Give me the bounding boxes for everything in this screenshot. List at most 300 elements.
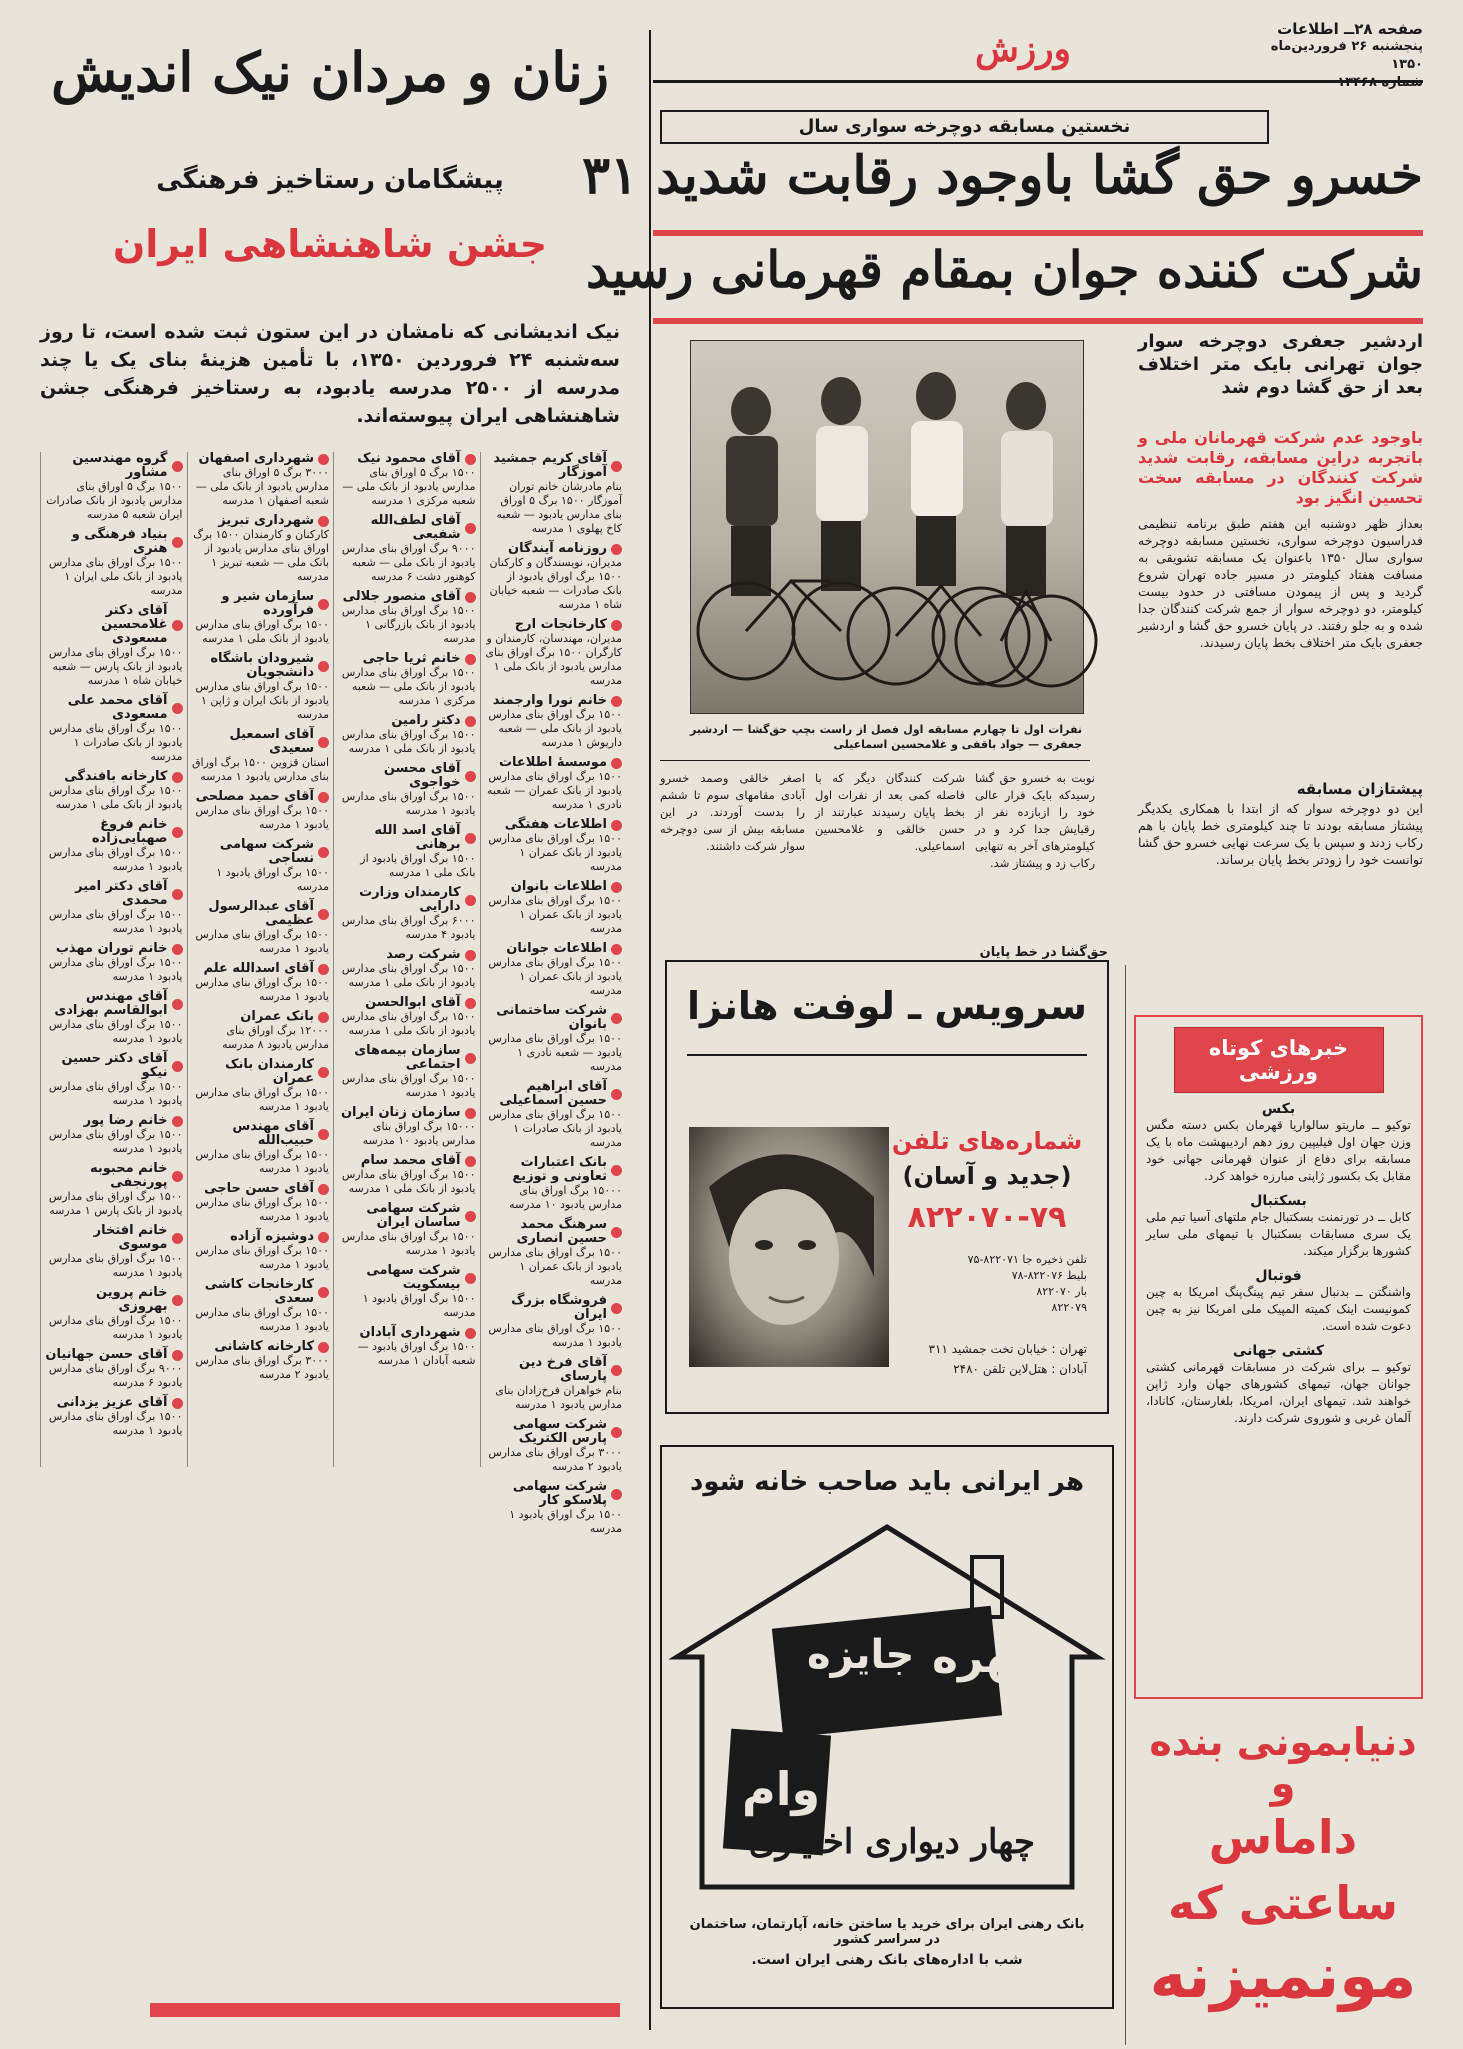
donor-name-row xyxy=(45,818,183,846)
donor-entry xyxy=(192,900,330,956)
donor-entry xyxy=(485,1080,623,1150)
donor-name: خانم ثریا حاجی xyxy=(362,651,461,666)
donor-name: سازمان زنان ایران xyxy=(340,1105,461,1120)
donor-detail: ۹۰۰۰ برگ اوراق بنای مدارس یادبود ۶ مدرسه xyxy=(48,1362,183,1389)
bullet-dot-icon xyxy=(465,1053,476,1064)
donor-name: شهرداری آبادان xyxy=(359,1325,461,1340)
donor-entry xyxy=(45,942,183,984)
donor-entry xyxy=(45,1396,183,1438)
donor-name: شهرداری تبریز xyxy=(218,513,314,528)
bullet-dot-icon xyxy=(172,1398,183,1409)
photo-caption: نفرات اول تا چهارم مسابقه اول فصل از راست بچپ حق‌گشا — اردشیر جعفری — جواد باقفی و غلامحسین اسماعیلی xyxy=(690,723,1082,751)
donor-name: آقای اسد الله برهانی xyxy=(374,823,461,852)
donor-entry xyxy=(192,652,330,722)
donor-name-row xyxy=(485,1294,623,1322)
article-headline-1: خسرو حق گشا باوجود رقابت شدید ۳۱ xyxy=(582,145,1423,206)
bullet-dot-icon xyxy=(465,454,476,465)
donor-detail: استان قزوین ۱۵۰۰ برگ اوراق بنای مدارس یادبود ۱ مدرسه xyxy=(192,756,329,783)
donor-entry xyxy=(45,818,183,874)
donor-name-row xyxy=(485,452,623,480)
column-divider-main xyxy=(649,30,651,2030)
donor-detail: ۱۵۰۰ برگ اوراق بنای مدارس یادبود ۱ مدرسه xyxy=(48,1314,183,1341)
donor-name: سازمان شیر و فرآورده xyxy=(221,589,314,618)
bullet-dot-icon xyxy=(172,1061,183,1072)
donor-name-row xyxy=(45,1162,183,1190)
cyclists-photo xyxy=(690,340,1084,714)
donor-name: خانم نورا وارجمند xyxy=(492,693,607,708)
donor-name-row xyxy=(338,514,476,542)
donor-detail: ۱۵۰۰ برگ اوراق بنای مدارس یادبود از بانک عمران ۱ مدرسه xyxy=(488,1246,622,1287)
donor-entry xyxy=(338,452,476,508)
donor-name-row xyxy=(338,652,476,666)
bullet-dot-icon xyxy=(611,1427,622,1438)
donor-detail: ۱۵۰۰ برگ اوراق یادبود ۱ مدرسه xyxy=(362,1292,476,1319)
donor-name-row xyxy=(192,728,330,756)
bullet-dot-icon xyxy=(172,537,183,548)
donor-entry xyxy=(338,996,476,1038)
donor-name: آقای اسمعیل سعیدی xyxy=(229,727,314,756)
donor-entry xyxy=(192,790,330,832)
donor-name: خانم رضا پور xyxy=(83,1113,168,1128)
woman-photo xyxy=(689,1127,889,1367)
donor-detail: ۱۵۰۰ برگ اوراق بنای مدارس یادبود از بانک ملی ۱ مدرسه xyxy=(48,784,183,811)
bullet-dot-icon xyxy=(611,758,622,769)
donor-name: کارخانه کاشانی xyxy=(214,1339,314,1354)
donor-name: اطلاعات هفتگی xyxy=(504,817,607,832)
donor-entry xyxy=(45,528,183,598)
donor-entry xyxy=(485,942,623,998)
phone-line: تلفن ذخیره جا ۸۲۲۰۷۱-۷۵ xyxy=(967,1253,1087,1266)
donor-entry xyxy=(485,1356,623,1412)
donor-entry xyxy=(192,1278,330,1334)
donor-column-3 xyxy=(187,452,330,1467)
bullet-dot-icon xyxy=(318,1287,329,1298)
donor-name-row xyxy=(485,618,623,632)
bullet-dot-icon xyxy=(172,889,183,900)
bullet-dot-icon xyxy=(611,944,622,955)
donor-entry xyxy=(45,1286,183,1342)
sports-section-heading: فوتبال xyxy=(1255,1268,1302,1284)
donor-entry xyxy=(192,1120,330,1176)
bullet-dot-icon xyxy=(465,833,476,844)
left-banner-title: زنان و مردان نیک اندیش xyxy=(51,40,609,104)
left-intro: نیک اندیشانی که نامشان در این ستون ثبت شده است، تا روز سه‌شنبه ۲۴ فروردین ۱۳۵۰، با تأمین هزینهٔ بنای یک یا چند مدرسه از ۲۵۰۰ مدرسه یادبود، به رستاخیز فرهنگی جشن شاهنشاهی ایران پیوسته‌اند. xyxy=(40,321,620,427)
donor-entry xyxy=(485,818,623,874)
phones-title: شماره‌های تلفن xyxy=(891,1127,1083,1155)
donor-detail: ۱۵۰۰ برگ ۵ اوراق بنای مدارس یادبود از بانک صادرات ایران شعبه ۵ مدرسه xyxy=(46,480,183,521)
donor-entry xyxy=(338,886,476,942)
bullet-dot-icon xyxy=(172,772,183,783)
bullet-dot-icon xyxy=(465,998,476,1009)
donor-name: شرکت سهامی نساجی xyxy=(219,837,314,866)
donor-name-row xyxy=(338,590,476,604)
bullet-dot-icon xyxy=(318,1184,329,1195)
donor-name-row xyxy=(338,1202,476,1230)
donor-detail: کارکنان و کارمندان ۱۵۰۰ برگ اوراق بنای مدارس یادبود از بانک ملی — شعبه تبریز ۱ مدرسه xyxy=(193,528,329,583)
donor-name: شرکت ساختمانی بانوان xyxy=(496,1003,607,1032)
damas-ad xyxy=(1133,1720,1433,2020)
donor-name: شرکت سهامی ساسان ایران xyxy=(366,1201,461,1230)
donor-detail: ۱۲۰۰۰ برگ اوراق بنای مدارس یادبود ۸ مدرسه xyxy=(222,1024,329,1051)
donor-entry xyxy=(485,1480,623,1536)
donor-entry xyxy=(338,824,476,880)
donor-name-row xyxy=(45,770,183,784)
sports-section-heading: کشتی جهانی xyxy=(1232,1343,1325,1359)
donor-name-row xyxy=(45,942,183,956)
donor-entry xyxy=(338,714,476,756)
donor-name: آقای حسن حاجی xyxy=(204,1181,314,1196)
donor-name: خانم افتخار موسوی xyxy=(93,1223,168,1252)
left-subtitle: پیشگامان رستاخیز فرهنگی xyxy=(156,165,504,195)
donor-entry xyxy=(338,1202,476,1258)
donor-name: دوشیزه آزاده xyxy=(230,1229,314,1244)
donor-entry xyxy=(45,604,183,688)
donor-name-row xyxy=(45,1224,183,1252)
left-footer-bar xyxy=(150,2003,620,2017)
bullet-dot-icon xyxy=(465,950,476,961)
donor-detail: ۱۵۰۰ برگ اوراق یادبود — شعبه آبادان ۱ مدرسه xyxy=(357,1340,476,1367)
bullet-dot-icon xyxy=(465,771,476,782)
donor-detail: ۱۵۰۰۰ برگ اوراق بنای مدارس یادبود ۱۰ مدرسه xyxy=(509,1184,622,1211)
donor-name-row xyxy=(338,1264,476,1292)
bullet-dot-icon xyxy=(465,592,476,603)
donor-detail: ۱۵۰۰ برگ اوراق بنای مدارس یادبود ۱ مدرسه xyxy=(195,1244,329,1271)
donor-name: بانک عمران xyxy=(240,1009,314,1024)
phone-line: بار ۸۲۲۰۷۰ xyxy=(1036,1285,1087,1298)
donor-detail: ۱۵۰۰ برگ اوراق بنای مدارس یادبود ۱ مدرسه xyxy=(195,1148,329,1175)
donor-name: آقای مهندس ابوالقاسم بهزادی xyxy=(54,989,168,1018)
donor-entry xyxy=(192,590,330,646)
donor-name: شرکت سهامی پارس الکتریک xyxy=(512,1417,607,1446)
bullet-dot-icon xyxy=(172,1295,183,1306)
word-vam: وام xyxy=(742,1762,821,1816)
donor-name-row xyxy=(338,452,476,466)
donor-name: شهرداری اصفهان xyxy=(198,451,314,466)
donor-name-row xyxy=(338,762,476,790)
donor-name-row xyxy=(192,838,330,866)
donor-detail: ۱۵۰۰ برگ اوراق یادبود از بانک ملی ۱ مدرسه xyxy=(360,852,476,879)
donor-name: کارخانه بافندگی xyxy=(64,769,168,784)
article-footer-line: حق‌گشا در خط پایان xyxy=(979,945,1108,960)
donor-entry xyxy=(485,542,623,612)
bullet-dot-icon xyxy=(611,1227,622,1238)
bullet-dot-icon xyxy=(318,964,329,975)
word-jayeze: جایزه xyxy=(807,1632,915,1678)
donor-name-row xyxy=(45,1396,183,1410)
donor-detail: ۱۵۰۰ برگ اوراق بنای مدارس یادبود از بانک پارس — شعبه خیابان شاه ۱ مدرسه xyxy=(48,646,183,687)
article-body-left-b: اصغر خالقی وصمد خسرو آبادی مقامهای سوم تا ششم را بدست آوردند. در این مسابقه بیش از سی دوچرخه سوار شرکت داشتند. xyxy=(660,771,805,853)
caption-rule xyxy=(660,760,1090,761)
bullet-dot-icon xyxy=(318,1012,329,1023)
donor-name: آقای اسدالله علم xyxy=(203,961,314,976)
donor-name-row xyxy=(485,756,623,770)
donor-entry xyxy=(338,514,476,584)
donor-detail: ۱۵۰۰ برگ اوراق بنای مدارس یادبود از بانک صادرات ۱ مدرسه xyxy=(48,722,183,763)
donor-detail: ۱۵۰۰ برگ اوراق یادبود ۱ مدرسه xyxy=(216,866,329,893)
donor-name-row xyxy=(192,1010,330,1024)
donor-name: دکتر رامین xyxy=(391,713,461,728)
donor-name: آقای حسن جهانیان xyxy=(45,1347,168,1362)
issue-number xyxy=(1243,74,1423,92)
donor-detail: ۱۵۰۰ برگ اوراق بنای مدارس یادبود ۱ مدرسه xyxy=(48,1252,183,1279)
donor-name-row xyxy=(45,528,183,556)
phones-subtitle: (جدید و آسان) xyxy=(902,1162,1072,1190)
donor-name-row xyxy=(45,604,183,646)
cyclists-illustration xyxy=(691,341,1083,713)
donor-name: شرکت رصد xyxy=(386,947,461,962)
bullet-dot-icon xyxy=(611,461,622,472)
sports-section-text: توکیو ــ برای شرکت در مسابقات قهرمانی کشتی جوانان جهان، تیمهای کشورهای جهان وارد ژاپن خواهند شد. تیمهای ایران، امریکا، بلغارستان، کانادا، آلمان غربی و شوروی شرکت دارند. xyxy=(1146,1360,1411,1425)
donor-name-row xyxy=(485,880,623,894)
donor-name-row xyxy=(338,1106,476,1120)
donor-detail: ۱۵۰۰ برگ اوراق بنای مدارس یادبود از بانک عمران — شعبه نادری ۱ مدرسه xyxy=(487,770,622,811)
donor-name: شرکت سهامی بیسکویت xyxy=(366,1263,461,1292)
phone-line: بلیط ۸۲۲۰۷۶-۷۸ xyxy=(1011,1269,1087,1282)
donor-name: کارخانجات کاشی سعدی xyxy=(204,1277,314,1306)
donor-name: آقای منصور جلالی xyxy=(342,589,461,604)
donor-name: آقای دکتر امیر محمدی xyxy=(75,879,168,908)
sports-section-text: کابل ــ در تورنمنت بسکتبال جام ملتهای آسیا تیم ملی یک سری مسابقات بسکتبال با تیمهای ملی سایر کشورها برگزار میکند. xyxy=(1146,1210,1411,1258)
donor-name-row xyxy=(485,1218,623,1246)
bullet-dot-icon xyxy=(172,1116,183,1127)
donor-name-row xyxy=(485,942,623,956)
donor-detail: ۱۵۰۰ برگ اوراق بنای مدارس یادبود ۱ مدرسه xyxy=(48,956,183,983)
damas-line-1: دنیابمونی بنده xyxy=(1149,1720,1417,1764)
header-rule xyxy=(653,80,1423,83)
donor-detail: ۱۵۰۰ برگ اوراق بنای مدارس یادبود ۱ مدرسه xyxy=(48,908,183,935)
bullet-dot-icon xyxy=(611,882,622,893)
bullet-dot-icon xyxy=(318,1129,329,1140)
donor-entry xyxy=(192,1340,330,1382)
donor-entry xyxy=(338,762,476,818)
donor-name: کارخانجات ارج xyxy=(514,617,607,632)
sports-news-header xyxy=(1174,1027,1384,1093)
phone-main: ۸۲۲۰۷۰-۷۹ xyxy=(907,1200,1067,1235)
article-body-right: بعداز ظهر دوشنبه این هفتم طبق برنامه تنظیمی فدراسیون دوچرخه سواری، نخستین مسابقه دوچرخه سواری سال ۱۳۵۰ باعنوان یک مسابقه تشویقی به مسافت هفتاد کیلومتر در مسیر جاده تهران شروع گردید و پس از پیمودن مسافتی در حدود بیست کیلومتر، دو دوچرخه سوار از جمع شرکت کنندگان جدا شده و به جلو رفتند. در پایان خسرو حق گشا و اردشیر جعفری بایک متر اختلاف بخط پایان رسیدند. xyxy=(1138,516,1423,650)
lufthansa-ad xyxy=(665,960,1109,1414)
donor-name: خانم محبوبه پورنجفی xyxy=(90,1161,168,1190)
donor-name-row xyxy=(45,1348,183,1362)
donor-column-1 xyxy=(480,451,623,1535)
bank-footer-2: شب با اداره‌های بانک رهنی ایران است. xyxy=(751,1952,1023,1968)
bullet-dot-icon xyxy=(611,1303,622,1314)
bullet-dot-icon xyxy=(611,696,622,707)
donor-entry xyxy=(338,590,476,646)
donor-detail: ۱۵۰۰ برگ اوراق بنای مدارس یادبود ۱ مدرسه xyxy=(195,1306,329,1333)
donor-name-row xyxy=(338,886,476,914)
donor-name: آقای حمید مصلحی xyxy=(195,789,314,804)
donor-name: خانم توران مهذب xyxy=(55,941,168,956)
bullet-dot-icon xyxy=(172,703,183,714)
damas-line-4: مونمیزنه xyxy=(1149,1939,1417,2012)
donor-name: آقای دکتر غلامحسین مسعودی xyxy=(101,603,168,646)
article-kicker: نخستین مسابقه دوچرخه سواری سال xyxy=(798,116,1131,137)
donor-detail: ۱۵۰۰ برگ اوراق بنای مدارس یادبود ۱ مدرسه xyxy=(341,1230,476,1257)
issue-date: پنجشنبه ۲۶ فروردین‌ماه ۱۳۵۰ xyxy=(1270,39,1423,72)
bullet-dot-icon xyxy=(318,661,329,672)
sports-section-heading: بکس xyxy=(1261,1101,1296,1117)
bullet-dot-icon xyxy=(465,654,476,665)
bank-ad-headline: هر ایرانی باید صاحب خانه شود xyxy=(690,1467,1084,1497)
donor-detail: ۱۵۰۰ برگ اوراق بنای مدارس یادبود از بانک ملی ۱ مدرسه xyxy=(341,1010,476,1037)
section-title: ورزش xyxy=(974,28,1072,70)
bullet-dot-icon xyxy=(465,1156,476,1167)
donor-detail: ۳۰۰۰ برگ اوراق بنای مدارس یادبود ۲ مدرسه xyxy=(195,1354,329,1381)
lufthansa-address-1: تهران : خیابان تخت جمشید ۳۱۱ xyxy=(928,1342,1087,1356)
donor-detail: مدیران، نویسندگان و کارکنان ۱۵۰۰ برگ اوراق یادبود از بانک صادرات — شعبه خیابان شاه ۱ مدرسه xyxy=(489,556,622,611)
donor-detail: ۹۰۰۰ برگ اوراق بنای مدارس یادبود از بانک ملی — شعبه کوهنور دشت ۶ مدرسه xyxy=(341,542,476,583)
sports-section-heading: بسکتبال xyxy=(1250,1193,1307,1209)
donor-entry xyxy=(485,452,623,536)
article-red-lead: باوجود عدم شرکت قهرمانان ملی و باتجربه دراین مسابقه، رقابت شدید شرکت کنندگان در مسابقه سخت تحسین انگیز بود xyxy=(1138,428,1423,507)
donor-name-row xyxy=(192,962,330,976)
lufthansa-address-2: آبادان : هتل‌لاین تلفن ۲۴۸۰ xyxy=(953,1362,1087,1376)
bullet-dot-icon xyxy=(318,847,329,858)
donor-entry xyxy=(45,1114,183,1156)
phone-lines xyxy=(887,1252,1087,1316)
donor-entry xyxy=(45,1224,183,1280)
donor-name-row xyxy=(338,1326,476,1340)
donor-entry xyxy=(338,1264,476,1320)
donor-entry xyxy=(45,1162,183,1218)
portrait-illustration xyxy=(689,1127,889,1367)
donor-column-4 xyxy=(40,452,183,1467)
bullet-dot-icon xyxy=(172,1171,183,1182)
bullet-dot-icon xyxy=(318,909,329,920)
bullet-dot-icon xyxy=(465,895,476,906)
donor-name-row xyxy=(192,1340,330,1354)
donor-name: آقای لطف‌الله شفیعی xyxy=(370,513,461,542)
donor-name: خانم پروین بهروزی xyxy=(96,1285,168,1314)
donor-name-row xyxy=(338,948,476,962)
bullet-dot-icon xyxy=(465,523,476,534)
donor-entry xyxy=(45,990,183,1046)
donor-detail: ۳۰۰۰ برگ ۵ اوراق بنای مدارس یادبود از بانک ملی — شعبه اصفهان ۱ مدرسه xyxy=(195,466,329,507)
donor-name-row xyxy=(192,900,330,928)
donor-detail: ۶۰۰۰ برگ اوراق بنای مدارس یادبود ۴ مدرسه xyxy=(341,914,476,941)
donor-detail: ۱۵۰۰ برگ ۵ اوراق بنای مدارس یادبود از بانک ملی — شعبه مرکزی ۱ مدرسه xyxy=(342,466,476,507)
donor-name: روزنامه آیندگان xyxy=(508,541,607,556)
donor-name-row xyxy=(45,1052,183,1080)
donor-entry xyxy=(338,652,476,708)
donor-column-2 xyxy=(333,452,476,1467)
donor-detail: ۱۵۰۰ برگ اوراق بنای مدارس یادبود ۱ مدرسه xyxy=(195,1196,329,1223)
donor-name: موسسهٔ اطلاعات xyxy=(498,755,607,770)
article-headline-2: شرکت کننده جوان بمقام قهرمانی رسید xyxy=(585,240,1423,299)
donor-name: کارمندان بانک عمران xyxy=(225,1057,314,1086)
sports-news-sections xyxy=(1136,1101,1421,1427)
article-kicker-box xyxy=(660,110,1269,144)
donor-entry xyxy=(485,1004,623,1074)
donor-detail: ۱۵۰۰ برگ اوراق بنای مدارس یادبود از بانک ملی ۱ مدرسه xyxy=(195,618,329,645)
sports-news-box xyxy=(1134,1015,1423,1699)
bullet-dot-icon xyxy=(172,620,183,631)
bullet-dot-icon xyxy=(611,544,622,555)
donor-entry xyxy=(485,1156,623,1212)
donor-detail: مدیران، مهندسان، کارمندان و کارگران ۱۵۰۰ برگ اوراق بنای مدارس یادبود از بانک ملی ۱ مدرسه xyxy=(485,632,622,687)
donor-name-row xyxy=(485,1480,623,1508)
donor-name: آقای محمد سام xyxy=(360,1153,461,1168)
donor-detail: ۱۵۰۰ برگ اوراق بنای مدارس یادبود از بانک ایران و ژاپن ۱ مدرسه xyxy=(195,680,329,721)
donor-name-row xyxy=(192,652,330,680)
donor-name-row xyxy=(338,714,476,728)
lufthansa-title: سرویس ـ لوفت هانزا xyxy=(686,984,1088,1028)
donor-name-row xyxy=(192,790,330,804)
donor-name-row xyxy=(45,694,183,722)
page-info: صفحه ۲۸ــ اطلاعات xyxy=(1277,20,1423,38)
donor-name-row xyxy=(485,1356,623,1384)
article-subhead: پیشتازان مسابقه xyxy=(1296,780,1423,798)
donor-detail: ۱۵۰۰ برگ اوراق بنای مدارس یادبود ۱ مدرسه xyxy=(195,1086,329,1113)
donor-detail: ۱۵۰۰ برگ اوراق بنای مدارس یادبود از بانک ملی ایران ۱ مدرسه xyxy=(48,556,183,597)
donor-detail: ۱۵۰۰ برگ اوراق بنای مدارس یادبود از بانک عمران ۱ مدرسه xyxy=(488,832,622,873)
donor-entry xyxy=(192,728,330,784)
donor-detail: ۱۵۰۰ برگ اوراق بنای مدارس یادبود ۱ مدرسه xyxy=(48,1080,183,1107)
donor-detail: ۱۵۰۰ برگ اوراق بنای مدارس یادبود ۱ مدرسه xyxy=(195,804,329,831)
donor-entry xyxy=(338,1154,476,1196)
donor-name: آقای عبدالرسول عظیمی xyxy=(208,899,314,928)
bullet-dot-icon xyxy=(318,599,329,610)
bullet-dot-icon xyxy=(172,827,183,838)
donor-detail: ۱۵۰۰۰ برگ اوراق بنای مدارس یادبود ۱۰ مدرسه xyxy=(362,1120,476,1147)
donor-entry xyxy=(45,770,183,812)
bullet-dot-icon xyxy=(611,1089,622,1100)
bullet-dot-icon xyxy=(172,999,183,1010)
sports-section-text: توکیو ــ ماریتو سالواریا قهرمان بکس دسته مگس وزن جهان اول فیلیپین روز دهم اردیبهشت ماه با یک مسابقه برای دفاع از عنوان قهرمانی جهانی خود مقابل یک بکسور ژاپنی مبارزه خواهد کرد. xyxy=(1146,1118,1411,1183)
donor-detail: ۱۵۰۰ برگ اوراق بنای مدارس یادبود ۱ مدرسه xyxy=(195,976,329,1003)
donor-detail: ۱۵۰۰ برگ اوراق بنای مدارس یادبود ۱ مدرسه xyxy=(488,1322,622,1349)
bullet-dot-icon xyxy=(611,1165,622,1176)
donor-name: آقای عزیز یزدانی xyxy=(56,1395,168,1410)
donor-name-row xyxy=(192,590,330,618)
donor-name-row xyxy=(45,880,183,908)
word-bahre: بهره xyxy=(932,1632,1031,1683)
donor-name: آقای ابراهیم حسین اسماعیلی xyxy=(499,1079,607,1108)
article-body-left-c: شرکت کنندگان دیگر که با فاصله کمی بعد از نفرات اول بخط پایان رسیدند عبارتند از حسن خالقی و غلامحسین اسماعیلی. xyxy=(815,771,965,853)
bullet-dot-icon xyxy=(465,716,476,727)
donor-detail: ۱۵۰۰ برگ اوراق بنای مدارس یادبود ۱ مدرسه xyxy=(48,1410,183,1437)
donor-detail: ۱۵۰۰ برگ اوراق بنای مدارس یادبود از بانک ملی — شعبه مرکزی ۱ مدرسه xyxy=(341,666,476,707)
donor-name: آقای دکتر حسین نیکو xyxy=(61,1051,168,1080)
bullet-dot-icon xyxy=(318,454,329,465)
bullet-dot-icon xyxy=(465,1273,476,1284)
donor-name: آقای محسن خواجوی xyxy=(383,761,461,790)
donor-entry xyxy=(45,1348,183,1390)
donor-entry xyxy=(485,694,623,750)
donor-detail: ۱۵۰۰ برگ اوراق بنای مدارس یادبود — شعبه نادری ۱ مدرسه xyxy=(488,1032,622,1073)
bullet-dot-icon xyxy=(318,1342,329,1353)
donor-entry xyxy=(338,1106,476,1148)
donor-detail: ۱۵۰۰ برگ اوراق بنای مدارس یادبود ۱ مدرسه xyxy=(48,1018,183,1045)
donor-entry xyxy=(192,1182,330,1224)
donor-name: شرکت سهامی پلاسکو کار xyxy=(512,1479,607,1508)
donor-name: آقای فرخ دین پارسای xyxy=(518,1355,607,1384)
bullet-dot-icon xyxy=(172,1233,183,1244)
donor-detail: ۱۵۰۰ برگ اوراق بنای مدارس یادبود ۱ مدرسه xyxy=(48,1128,183,1155)
bank-footer-1: بانک رهنی ایران برای خرید یا ساختن خانه، آپارتمان، ساختمان در سراسر کشور xyxy=(689,1917,1085,1947)
donor-name: آقای مهندس حبیب‌الله xyxy=(232,1119,314,1148)
donor-name: گروه مهندسین مشاور xyxy=(72,451,168,480)
donor-entry xyxy=(485,1294,623,1350)
donor-detail: بنام مادرشان خانم توران آموزگار ۱۵۰۰ برگ ۵ اوراق بنای مدارس یادبود — شعبه کاخ پهلوی ۱ مدرسه xyxy=(496,480,622,535)
sports-news-title: خبرهای کوتاه ورزشی xyxy=(1208,1036,1349,1084)
donor-detail: ۱۵۰۰ برگ اوراق بنای مدارس یادبود از بانک عمران ۱ مدرسه xyxy=(488,956,622,997)
donor-detail: ۱۵۰۰ برگ اوراق یادبود ۱ مدرسه xyxy=(509,1508,622,1535)
donor-name: آقای محمود نیک xyxy=(357,451,461,466)
donor-entry xyxy=(338,948,476,990)
bank-ad xyxy=(660,1445,1114,2009)
donor-detail: ۱۵۰۰ برگ اوراق بنای مدارس یادبود از بانک عمران ۱ مدرسه xyxy=(488,894,622,935)
